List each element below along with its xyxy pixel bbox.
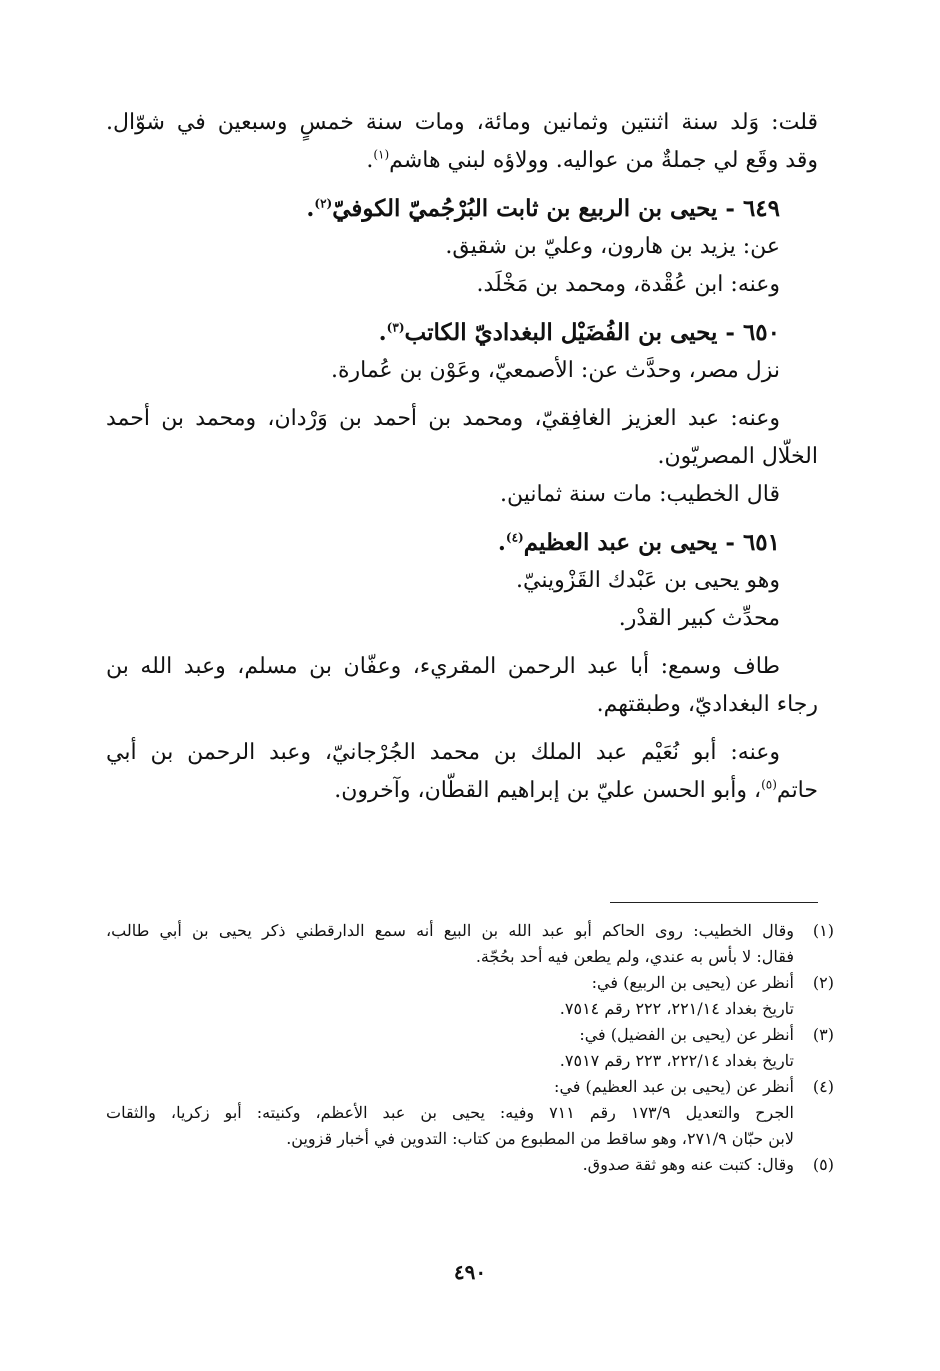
paragraph-line: الخلّال المصريّون. — [657, 444, 818, 469]
paragraph-line: رجاء البغداديّ، وطبقتهم. — [596, 692, 818, 717]
footnote-text: أنظر عن (يحيى بن الفضيل) في: — [579, 1025, 794, 1044]
entry-heading-651 — [106, 524, 818, 562]
footnote-ref: (١) — [373, 147, 390, 162]
entry-heading-650 — [106, 314, 818, 352]
paragraph-line: طاف وسمع: أبا عبد الرحمن المقريء، وعفّان بن مسلم، وعبد الله بن — [106, 654, 780, 679]
footnote-mark: (٤) — [812, 1077, 834, 1096]
entry-title: ٦٤٩ - يحيى بن الربيع بن ثابت البُرْجُميّ الكوفيّ — [332, 195, 780, 222]
footnote-ref: (٣) — [386, 320, 405, 335]
entry-heading-649 — [106, 190, 818, 228]
page-number: ٤٩٠ — [453, 1260, 487, 1284]
footnote-4-cont: لابن حبّان ٢٧١/٩، وهو ساقط من المطبوع من كتاب: التدوين في أخبار قزوين. — [286, 1129, 794, 1148]
paragraph-line: محدِّث كبير القدْر. — [618, 606, 780, 631]
footnote-1-cont: فقال: لا بأس به عندي، ولم يطعن فيه أحد بحُجّة. — [475, 947, 794, 966]
paragraph-line: وعنه: عبد العزيز الغافِقيّ، ومحمد بن أحمد بن وَرْدان، ومحمد بن أحمد — [106, 406, 780, 431]
footnote-mark: (١) — [812, 921, 834, 940]
footnote-2-cont: تاريخ بغداد ٢٢١/١٤، ٢٢٢ رقم ٧٥١٤. — [559, 999, 794, 1018]
footnote-ref: (٥) — [761, 777, 777, 792]
paragraph-line: وعنه: أبو نُعَيْم عبد الملك بن محمد الجُرْجانيّ، وعبد الرحمن بن أبي — [106, 740, 780, 765]
text-run: ، وأبو الحسن عليّ بن إبراهيم القطّان، وآخرون. — [334, 778, 762, 803]
footnote-ref: (٢) — [314, 196, 333, 211]
text-run: . — [366, 148, 374, 173]
paragraph-line: وعنه: ابن عُقْدة، ومحمد بن مَخْلَد. — [476, 272, 780, 297]
paragraph-line — [106, 142, 818, 180]
footnote-3-cont: تاريخ بغداد ٢٢٢/١٤، ٢٢٣ رقم ٧٥١٧. — [559, 1051, 794, 1070]
paragraph-line: قلت: وَلد سنة اثنتين وثمانين ومائة، ومات سنة خمسٍ وسبعين في شوّال. — [106, 110, 818, 135]
footnote-separator — [610, 902, 818, 903]
footnote-mark: (٣) — [812, 1025, 834, 1044]
main-text — [106, 104, 818, 810]
footnote-text: وقال: كتبت عنه وهو ثقة صدوق. — [582, 1155, 794, 1174]
footnotes — [106, 918, 834, 1178]
footnote-4-cont: الجرح والتعديل ١٧٣/٩ رقم ٧١١ وفيه: يحيى بن عبد الأعظم، وكنيته: أبو زكريا، والثقات — [106, 1103, 794, 1122]
footnote-4 — [106, 1074, 834, 1100]
footnote-5 — [106, 1152, 834, 1178]
entry-title: ٦٥٠ - يحيى بن الفُضَيْل البغداديّ الكاتب — [404, 319, 780, 346]
paragraph-line — [106, 772, 818, 810]
text-run: . — [497, 529, 506, 556]
footnote-2 — [106, 970, 834, 996]
footnote-mark: (٥) — [812, 1155, 834, 1174]
paragraph-line: عن: يزيد بن هارون، وعليّ بن شقيق. — [445, 234, 780, 259]
paragraph-line: قال الخطيب: مات سنة ثمانين. — [499, 482, 780, 507]
footnote-text: وقال الخطيب: روى الحاكم أبو عبد الله بن البيع أنه سمع الدارقطني ذكر يحيى بن أبي طالب، — [106, 921, 794, 940]
paragraph-line: وهو يحيى بن عَبْدك القَزْوينيّ. — [516, 568, 780, 593]
footnote-3 — [106, 1022, 834, 1048]
entry-title: ٦٥١ - يحيى بن عبد العظيم — [523, 529, 780, 556]
footnote-text: أنظر عن (يحيى بن عبد العظيم) في: — [554, 1077, 794, 1096]
footnote-mark: (٢) — [812, 973, 834, 992]
text-run: . — [306, 195, 315, 222]
footnote-text: أنظر عن (يحيى بن الربيع) في: — [591, 973, 794, 992]
footnote-ref: (٤) — [505, 530, 524, 545]
text-run: حاتم — [776, 778, 818, 803]
text-run: وقد وقَع لي جملةٌ من عواليه. وولاؤه لبني هاشم — [389, 148, 818, 173]
paragraph-line: نزل مصر، وحدَّث عن: الأصمعيّ، وعَوْن بن عُمارة. — [330, 358, 780, 383]
text-run: . — [378, 319, 387, 346]
footnote-1 — [106, 918, 834, 944]
